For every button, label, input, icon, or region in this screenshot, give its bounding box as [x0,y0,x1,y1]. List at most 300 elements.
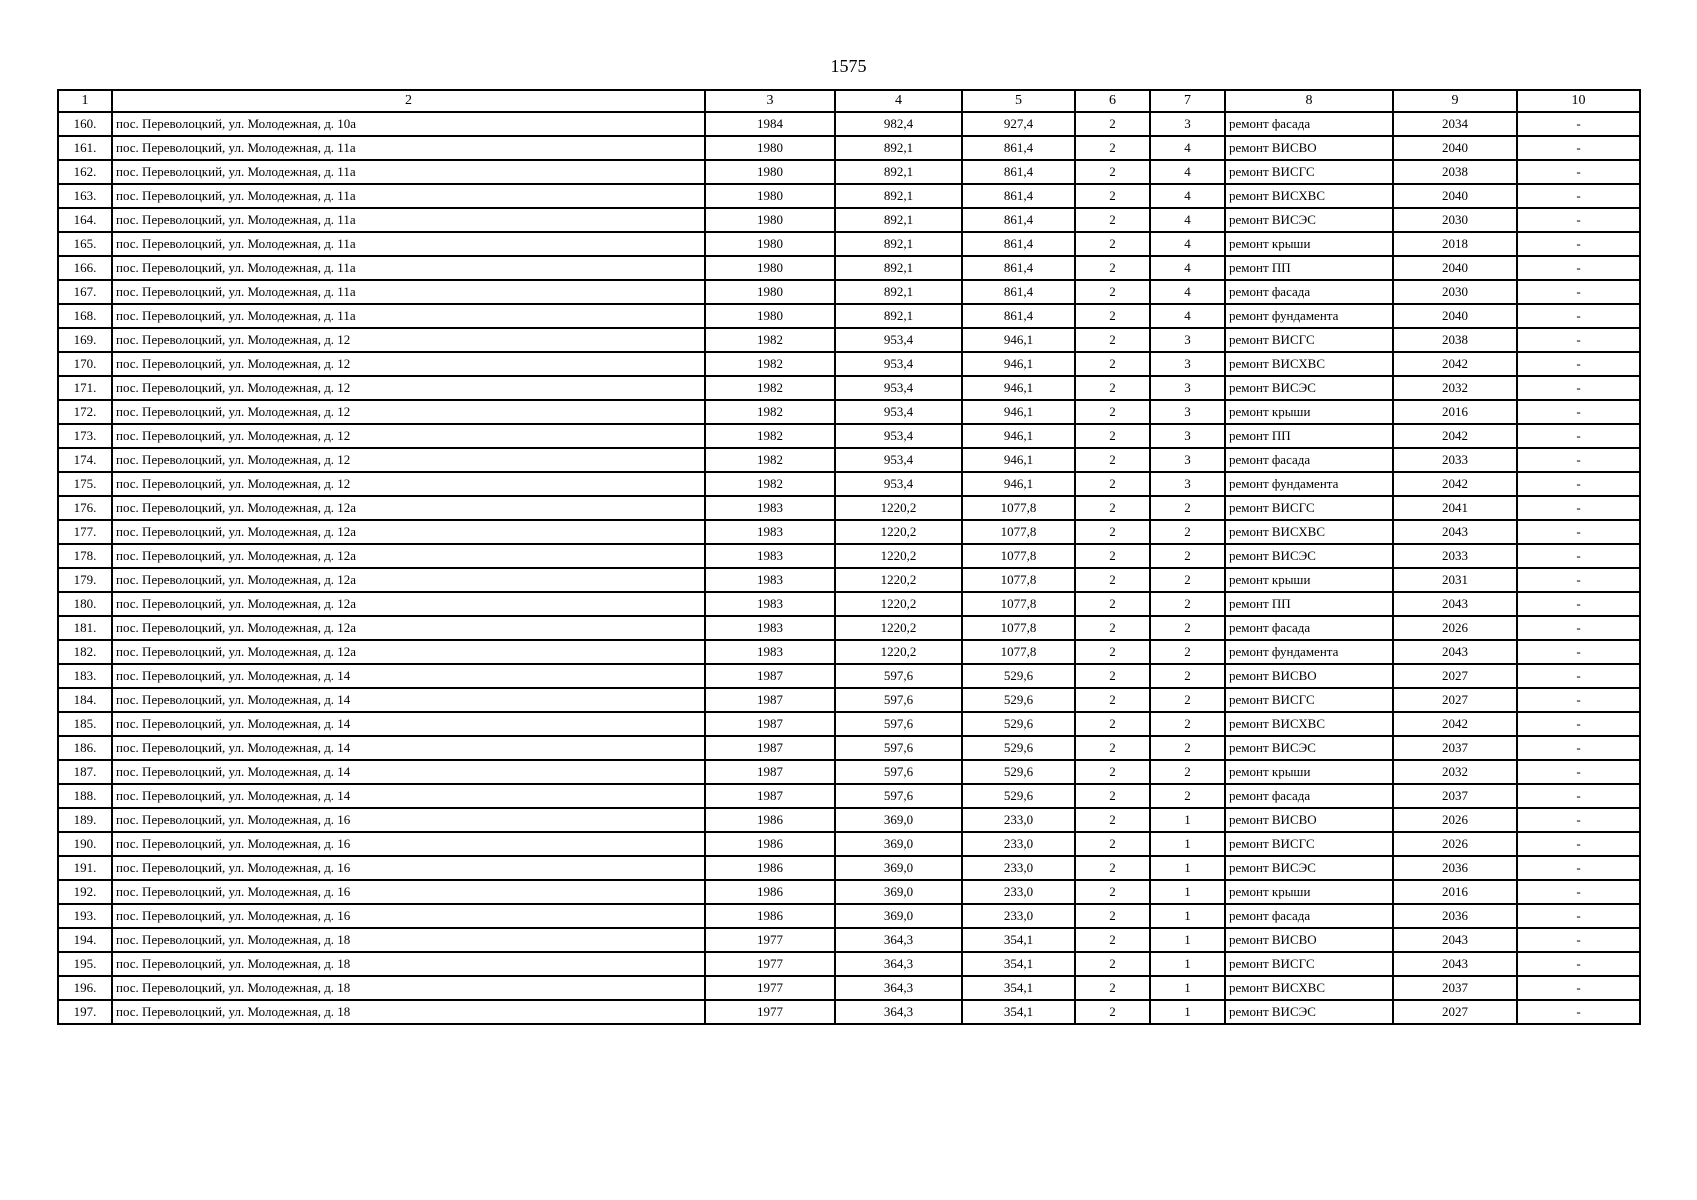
address-cell: пос. Переволоцкий, ул. Молодежная, д. 12а [112,544,705,568]
table-row [58,112,1640,136]
row-number-cell: 196. [58,976,112,1000]
year-built-cell: 1977 [705,928,835,952]
total-area-cell: 364,3 [835,928,962,952]
planned-year-cell: 2043 [1393,952,1517,976]
address-cell: пос. Переволоцкий, ул. Молодежная, д. 12 [112,352,705,376]
work-type-cell: ремонт ВИСГС [1225,496,1393,520]
address-cell: пос. Переволоцкий, ул. Молодежная, д. 12 [112,376,705,400]
living-area-cell: 946,1 [962,352,1075,376]
note-cell: - [1517,424,1640,448]
floors-cell: 2 [1075,1000,1150,1024]
work-type-cell: ремонт ВИСВО [1225,664,1393,688]
total-area-cell: 953,4 [835,376,962,400]
floors-cell: 2 [1075,976,1150,1000]
total-area-cell: 892,1 [835,184,962,208]
entrances-cell: 4 [1150,136,1225,160]
floors-cell: 2 [1075,520,1150,544]
floors-cell: 2 [1075,832,1150,856]
living-area-cell: 529,6 [962,688,1075,712]
floors-cell: 2 [1075,448,1150,472]
row-number-cell: 190. [58,832,112,856]
total-area-cell: 1220,2 [835,568,962,592]
entrances-cell: 1 [1150,880,1225,904]
table-row [58,256,1640,280]
entrances-cell: 1 [1150,832,1225,856]
year-built-cell: 1977 [705,952,835,976]
note-cell: - [1517,1000,1640,1024]
year-built-cell: 1982 [705,328,835,352]
floors-cell: 2 [1075,184,1150,208]
year-built-cell: 1980 [705,256,835,280]
living-area-cell: 861,4 [962,232,1075,256]
entrances-cell: 3 [1150,352,1225,376]
planned-year-cell: 2030 [1393,208,1517,232]
year-built-cell: 1983 [705,616,835,640]
total-area-cell: 1220,2 [835,592,962,616]
floors-cell: 2 [1075,904,1150,928]
note-cell: - [1517,112,1640,136]
total-area-cell: 953,4 [835,424,962,448]
table-row [58,592,1640,616]
address-cell: пос. Переволоцкий, ул. Молодежная, д. 14 [112,688,705,712]
year-built-cell: 1980 [705,280,835,304]
row-number-cell: 194. [58,928,112,952]
row-number-cell: 189. [58,808,112,832]
planned-year-cell: 2037 [1393,976,1517,1000]
work-type-cell: ремонт фасада [1225,280,1393,304]
planned-year-cell: 2042 [1393,712,1517,736]
table-row [58,424,1640,448]
total-area-cell: 953,4 [835,472,962,496]
table-row [58,352,1640,376]
table-row [58,928,1640,952]
living-area-cell: 861,4 [962,256,1075,280]
total-area-cell: 892,1 [835,160,962,184]
table-row [58,376,1640,400]
row-number-cell: 163. [58,184,112,208]
total-area-cell: 364,3 [835,1000,962,1024]
entrances-cell: 2 [1150,592,1225,616]
note-cell: - [1517,640,1640,664]
floors-cell: 2 [1075,808,1150,832]
note-cell: - [1517,688,1640,712]
note-cell: - [1517,184,1640,208]
year-built-cell: 1980 [705,136,835,160]
year-built-cell: 1986 [705,832,835,856]
entrances-cell: 1 [1150,952,1225,976]
work-type-cell: ремонт ПП [1225,256,1393,280]
note-cell: - [1517,208,1640,232]
year-built-cell: 1982 [705,376,835,400]
table-body [58,112,1640,1024]
note-cell: - [1517,304,1640,328]
note-cell: - [1517,616,1640,640]
living-area-cell: 861,4 [962,184,1075,208]
address-cell: пос. Переволоцкий, ул. Молодежная, д. 12а [112,520,705,544]
floors-cell: 2 [1075,688,1150,712]
work-type-cell: ремонт ВИСХВС [1225,184,1393,208]
note-cell: - [1517,760,1640,784]
planned-year-cell: 2016 [1393,880,1517,904]
living-area-cell: 861,4 [962,304,1075,328]
living-area-cell: 233,0 [962,856,1075,880]
address-cell: пос. Переволоцкий, ул. Молодежная, д. 11а [112,208,705,232]
work-type-cell: ремонт фасада [1225,112,1393,136]
work-type-cell: ремонт ВИСВО [1225,928,1393,952]
work-type-cell: ремонт ВИСЭС [1225,736,1393,760]
floors-cell: 2 [1075,472,1150,496]
planned-year-cell: 2042 [1393,472,1517,496]
year-built-cell: 1982 [705,424,835,448]
entrances-cell: 4 [1150,208,1225,232]
planned-year-cell: 2027 [1393,688,1517,712]
floors-cell: 2 [1075,736,1150,760]
entrances-cell: 2 [1150,688,1225,712]
planned-year-cell: 2043 [1393,520,1517,544]
living-area-cell: 861,4 [962,280,1075,304]
header-cell: 5 [962,90,1075,112]
year-built-cell: 1983 [705,640,835,664]
table-row [58,184,1640,208]
note-cell: - [1517,904,1640,928]
total-area-cell: 369,0 [835,904,962,928]
entrances-cell: 2 [1150,736,1225,760]
floors-cell: 2 [1075,496,1150,520]
address-cell: пос. Переволоцкий, ул. Молодежная, д. 18 [112,952,705,976]
note-cell: - [1517,952,1640,976]
row-number-cell: 187. [58,760,112,784]
entrances-cell: 1 [1150,1000,1225,1024]
living-area-cell: 233,0 [962,808,1075,832]
address-cell: пос. Переволоцкий, ул. Молодежная, д. 11а [112,184,705,208]
floors-cell: 2 [1075,208,1150,232]
header-cell: 1 [58,90,112,112]
entrances-cell: 2 [1150,784,1225,808]
work-type-cell: ремонт ВИСЭС [1225,544,1393,568]
planned-year-cell: 2038 [1393,160,1517,184]
table-row [58,808,1640,832]
table-row [58,616,1640,640]
year-built-cell: 1983 [705,520,835,544]
address-cell: пос. Переволоцкий, ул. Молодежная, д. 16 [112,808,705,832]
work-type-cell: ремонт ВИСХВС [1225,712,1393,736]
living-area-cell: 946,1 [962,328,1075,352]
work-type-cell: ремонт ВИСЭС [1225,208,1393,232]
floors-cell: 2 [1075,856,1150,880]
entrances-cell: 2 [1150,568,1225,592]
note-cell: - [1517,880,1640,904]
total-area-cell: 597,6 [835,760,962,784]
table-row [58,280,1640,304]
year-built-cell: 1977 [705,1000,835,1024]
table-row [58,784,1640,808]
row-number-cell: 177. [58,520,112,544]
row-number-cell: 173. [58,424,112,448]
planned-year-cell: 2027 [1393,1000,1517,1024]
row-number-cell: 172. [58,400,112,424]
note-cell: - [1517,808,1640,832]
entrances-cell: 4 [1150,304,1225,328]
address-cell: пос. Переволоцкий, ул. Молодежная, д. 12 [112,448,705,472]
header-cell: 7 [1150,90,1225,112]
floors-cell: 2 [1075,592,1150,616]
table-row [58,472,1640,496]
work-type-cell: ремонт ВИСГС [1225,688,1393,712]
work-type-cell: ремонт ВИСГС [1225,160,1393,184]
entrances-cell: 2 [1150,616,1225,640]
year-built-cell: 1986 [705,808,835,832]
row-number-cell: 186. [58,736,112,760]
living-area-cell: 354,1 [962,952,1075,976]
note-cell: - [1517,928,1640,952]
address-cell: пос. Переволоцкий, ул. Молодежная, д. 12 [112,400,705,424]
year-built-cell: 1980 [705,232,835,256]
work-type-cell: ремонт ВИСХВС [1225,352,1393,376]
table-row [58,304,1640,328]
work-type-cell: ремонт фасада [1225,904,1393,928]
row-number-cell: 174. [58,448,112,472]
table-row [58,904,1640,928]
table-row [58,880,1640,904]
total-area-cell: 892,1 [835,208,962,232]
work-type-cell: ремонт крыши [1225,232,1393,256]
year-built-cell: 1986 [705,856,835,880]
total-area-cell: 892,1 [835,304,962,328]
work-type-cell: ремонт фасада [1225,616,1393,640]
living-area-cell: 529,6 [962,784,1075,808]
table-row [58,520,1640,544]
table-row [58,640,1640,664]
address-cell: пос. Переволоцкий, ул. Молодежная, д. 14 [112,760,705,784]
note-cell: - [1517,256,1640,280]
table-row [58,688,1640,712]
work-type-cell: ремонт ВИСГС [1225,328,1393,352]
row-number-cell: 162. [58,160,112,184]
living-area-cell: 354,1 [962,976,1075,1000]
living-area-cell: 529,6 [962,712,1075,736]
total-area-cell: 1220,2 [835,616,962,640]
living-area-cell: 861,4 [962,160,1075,184]
work-type-cell: ремонт фасада [1225,448,1393,472]
living-area-cell: 946,1 [962,376,1075,400]
table-row [58,328,1640,352]
row-number-cell: 170. [58,352,112,376]
row-number-cell: 195. [58,952,112,976]
table-row [58,976,1640,1000]
work-type-cell: ремонт ВИСЭС [1225,376,1393,400]
planned-year-cell: 2026 [1393,616,1517,640]
living-area-cell: 946,1 [962,424,1075,448]
entrances-cell: 4 [1150,232,1225,256]
entrances-cell: 2 [1150,544,1225,568]
entrances-cell: 1 [1150,976,1225,1000]
note-cell: - [1517,448,1640,472]
entrances-cell: 1 [1150,904,1225,928]
table-row [58,856,1640,880]
entrances-cell: 3 [1150,400,1225,424]
work-type-cell: ремонт ВИСЭС [1225,856,1393,880]
floors-cell: 2 [1075,304,1150,328]
floors-cell: 2 [1075,616,1150,640]
entrances-cell: 3 [1150,448,1225,472]
entrances-cell: 4 [1150,184,1225,208]
planned-year-cell: 2043 [1393,928,1517,952]
year-built-cell: 1983 [705,592,835,616]
note-cell: - [1517,736,1640,760]
entrances-cell: 2 [1150,712,1225,736]
planned-year-cell: 2018 [1393,232,1517,256]
table-row [58,664,1640,688]
floors-cell: 2 [1075,280,1150,304]
header-cell: 8 [1225,90,1393,112]
floors-cell: 2 [1075,112,1150,136]
year-built-cell: 1980 [705,184,835,208]
floors-cell: 2 [1075,760,1150,784]
planned-year-cell: 2036 [1393,904,1517,928]
living-area-cell: 529,6 [962,760,1075,784]
address-cell: пос. Переволоцкий, ул. Молодежная, д. 12а [112,568,705,592]
year-built-cell: 1984 [705,112,835,136]
header-cell: 6 [1075,90,1150,112]
row-number-cell: 164. [58,208,112,232]
work-type-cell: ремонт фасада [1225,784,1393,808]
year-built-cell: 1987 [705,688,835,712]
address-cell: пос. Переволоцкий, ул. Молодежная, д. 12а [112,592,705,616]
table-row [58,544,1640,568]
work-type-cell: ремонт ВИСВО [1225,808,1393,832]
living-area-cell: 1077,8 [962,592,1075,616]
total-area-cell: 953,4 [835,448,962,472]
note-cell: - [1517,280,1640,304]
row-number-cell: 169. [58,328,112,352]
floors-cell: 2 [1075,880,1150,904]
floors-cell: 2 [1075,712,1150,736]
address-cell: пос. Переволоцкий, ул. Молодежная, д. 16 [112,904,705,928]
table-row [58,952,1640,976]
work-type-cell: ремонт ВИСХВС [1225,976,1393,1000]
entrances-cell: 3 [1150,112,1225,136]
entrances-cell: 3 [1150,328,1225,352]
year-built-cell: 1980 [705,304,835,328]
header-cell: 2 [112,90,705,112]
total-area-cell: 1220,2 [835,544,962,568]
row-number-cell: 185. [58,712,112,736]
total-area-cell: 953,4 [835,352,962,376]
floors-cell: 2 [1075,952,1150,976]
living-area-cell: 233,0 [962,832,1075,856]
note-cell: - [1517,976,1640,1000]
year-built-cell: 1980 [705,208,835,232]
row-number-cell: 188. [58,784,112,808]
floors-cell: 2 [1075,424,1150,448]
total-area-cell: 597,6 [835,688,962,712]
planned-year-cell: 2016 [1393,400,1517,424]
total-area-cell: 597,6 [835,664,962,688]
living-area-cell: 946,1 [962,472,1075,496]
planned-year-cell: 2033 [1393,448,1517,472]
row-number-cell: 183. [58,664,112,688]
total-area-cell: 364,3 [835,976,962,1000]
row-number-cell: 175. [58,472,112,496]
table-row [58,400,1640,424]
address-cell: пос. Переволоцкий, ул. Молодежная, д. 11а [112,256,705,280]
year-built-cell: 1983 [705,568,835,592]
floors-cell: 2 [1075,664,1150,688]
planned-year-cell: 2042 [1393,424,1517,448]
living-area-cell: 1077,8 [962,520,1075,544]
address-cell: пос. Переволоцкий, ул. Молодежная, д. 18 [112,1000,705,1024]
year-built-cell: 1986 [705,904,835,928]
entrances-cell: 2 [1150,496,1225,520]
row-number-cell: 184. [58,688,112,712]
entrances-cell: 2 [1150,664,1225,688]
note-cell: - [1517,496,1640,520]
row-number-cell: 191. [58,856,112,880]
work-type-cell: ремонт ПП [1225,592,1393,616]
planned-year-cell: 2030 [1393,280,1517,304]
entrances-cell: 2 [1150,640,1225,664]
year-built-cell: 1977 [705,976,835,1000]
year-built-cell: 1987 [705,664,835,688]
row-number-cell: 193. [58,904,112,928]
note-cell: - [1517,712,1640,736]
planned-year-cell: 2042 [1393,352,1517,376]
address-cell: пос. Переволоцкий, ул. Молодежная, д. 18 [112,928,705,952]
year-built-cell: 1982 [705,448,835,472]
living-area-cell: 529,6 [962,664,1075,688]
work-type-cell: ремонт ВИСГС [1225,952,1393,976]
floors-cell: 2 [1075,928,1150,952]
year-built-cell: 1980 [705,160,835,184]
address-cell: пос. Переволоцкий, ул. Молодежная, д. 11а [112,280,705,304]
address-cell: пос. Переволоцкий, ул. Молодежная, д. 11а [112,304,705,328]
total-area-cell: 1220,2 [835,520,962,544]
row-number-cell: 171. [58,376,112,400]
entrances-cell: 3 [1150,424,1225,448]
planned-year-cell: 2038 [1393,328,1517,352]
living-area-cell: 1077,8 [962,568,1075,592]
row-number-cell: 165. [58,232,112,256]
planned-year-cell: 2040 [1393,256,1517,280]
entrances-cell: 2 [1150,760,1225,784]
living-area-cell: 861,4 [962,208,1075,232]
planned-year-cell: 2026 [1393,808,1517,832]
header-cell: 10 [1517,90,1640,112]
floors-cell: 2 [1075,352,1150,376]
work-type-cell: ремонт крыши [1225,880,1393,904]
note-cell: - [1517,544,1640,568]
address-cell: пос. Переволоцкий, ул. Молодежная, д. 11а [112,160,705,184]
floors-cell: 2 [1075,568,1150,592]
total-area-cell: 369,0 [835,856,962,880]
floors-cell: 2 [1075,784,1150,808]
row-number-cell: 178. [58,544,112,568]
living-area-cell: 233,0 [962,880,1075,904]
work-type-cell: ремонт ВИСЭС [1225,1000,1393,1024]
year-built-cell: 1983 [705,544,835,568]
page-number: 1575 [830,56,867,76]
planned-year-cell: 2040 [1393,304,1517,328]
address-cell: пос. Переволоцкий, ул. Молодежная, д. 12а [112,496,705,520]
work-type-cell: ремонт крыши [1225,400,1393,424]
row-number-cell: 176. [58,496,112,520]
planned-year-cell: 2043 [1393,640,1517,664]
floors-cell: 2 [1075,400,1150,424]
note-cell: - [1517,376,1640,400]
work-type-cell: ремонт фундамента [1225,472,1393,496]
header-cell: 3 [705,90,835,112]
planned-year-cell: 2027 [1393,664,1517,688]
